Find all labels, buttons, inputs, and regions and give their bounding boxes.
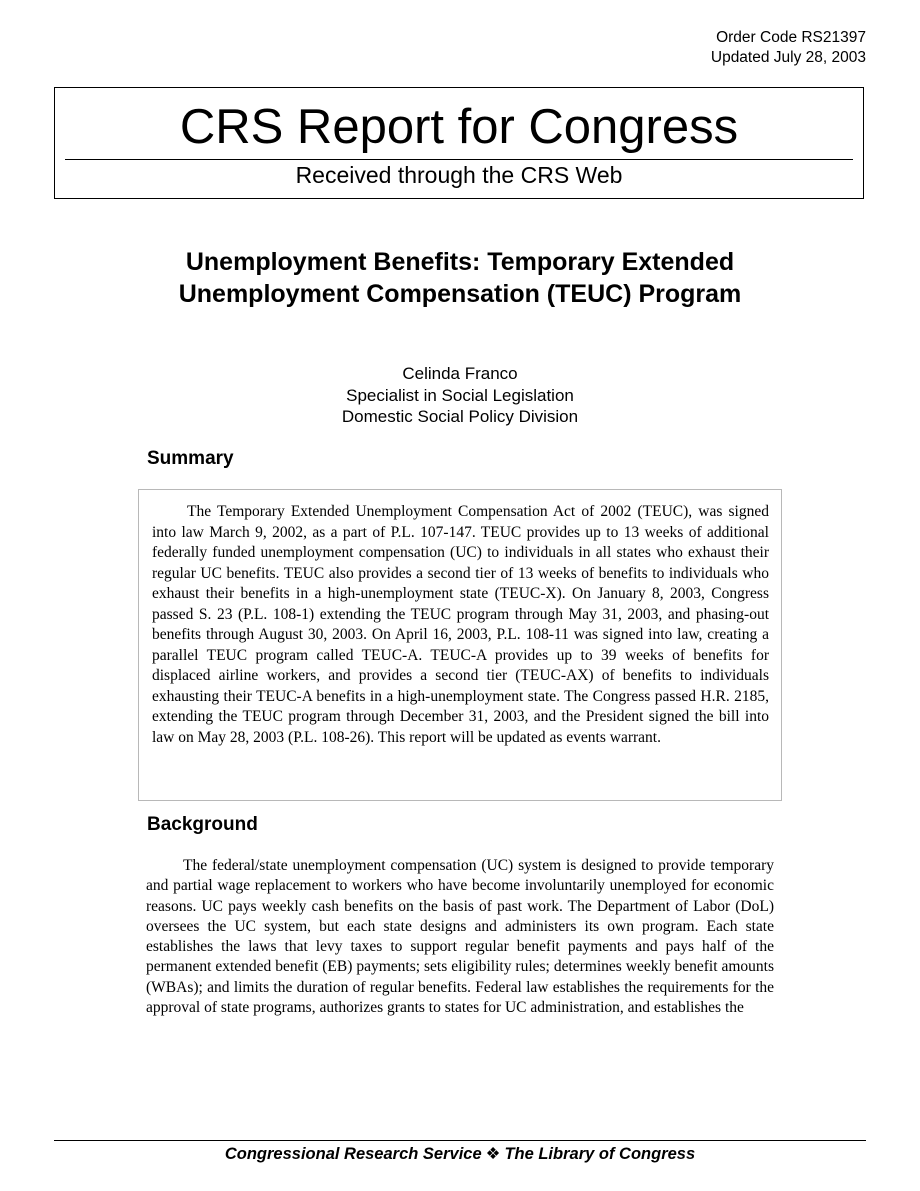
footer-library: The Library of Congress xyxy=(504,1145,696,1163)
footer-publisher: Congressional Research Service xyxy=(224,1145,482,1163)
author-division: Domestic Social Policy Division xyxy=(341,407,579,426)
footer-divider xyxy=(54,1140,866,1141)
author-title: Specialist in Social Legislation xyxy=(346,385,574,405)
footer-separator-icon: ❖ xyxy=(485,1145,501,1163)
updated-date: Updated July 28, 2003 xyxy=(710,49,866,66)
report-title: Unemployment Benefits: Temporary Extended Unemployment Compensation (TEUC) Program xyxy=(178,248,742,308)
masthead-subtitle: Received through the CRS Web xyxy=(295,162,623,188)
masthead-title: CRS Report for Congress xyxy=(179,100,739,154)
order-code-block xyxy=(711,28,866,68)
order-code: Order Code RS21397 xyxy=(716,29,866,46)
summary-text: The Temporary Extended Unemployment Compensation Act of 2002 (TEUC), was signed into law March 9, 2002, as a part of P.L. 107-147. TEUC provides up to 13 weeks of additional federally funded unemployment compensation (UC) to individuals in all states who exhaust their regular UC benefits. TEUC also provides a second tier of 13 weeks of benefits to individuals who exhaust their benefits in a high-unemployment state (TEUC-X). On January 8, 2003, Congress passed S. 23 (P.L. 108-1) extending the TEUC program through May 31, 2003, and phasing-out benefits through August 30, 2003. On April 16, 2003, P.L. 108-11 was signed into law, creating a parallel TEUC program called TEUC-A. TEUC-A provides up to 39 weeks of benefits for displaced airline workers, and provides a second tier (TEUC-AX) of benefits to individuals exhausting their TEUC-A benefits in a high-unemployment state. The Congress passed H.R. 2185, extending the TEUC program through December 31, 2003, and the President signed the bill into law on May 28, 2003 (P.L. 108-26). This report will be updated as events warrant. xyxy=(152,503,769,746)
author-block xyxy=(0,363,920,428)
masthead xyxy=(54,87,864,199)
masthead-divider xyxy=(65,159,853,160)
author-name: Celinda Franco xyxy=(402,364,518,383)
summary-box xyxy=(138,489,782,801)
background-text: The federal/state unemployment compensation (UC) system is designed to provide temporary and partial wage replacement to workers who have become involuntarily unemployed for economic reasons. UC pays weekly cash benefits on the basis of past work. The Department of Labor (DoL) oversees the UC system, but each state designs and administers its own program. Each state establishes the laws that levy taxes to support regular benefit payments and pays half of the permanent extended benefit (EB) payments; sets eligibility rules; determines weekly benefit amounts (WBAs); and limits the duration of regular benefits. Federal law establishes the requirements for the approval of state programs, authorizes grants to states for UC administration, and establishes the xyxy=(146,857,774,1017)
background-heading: Background xyxy=(147,814,258,835)
footer xyxy=(0,1143,920,1165)
summary-heading: Summary xyxy=(147,448,234,469)
